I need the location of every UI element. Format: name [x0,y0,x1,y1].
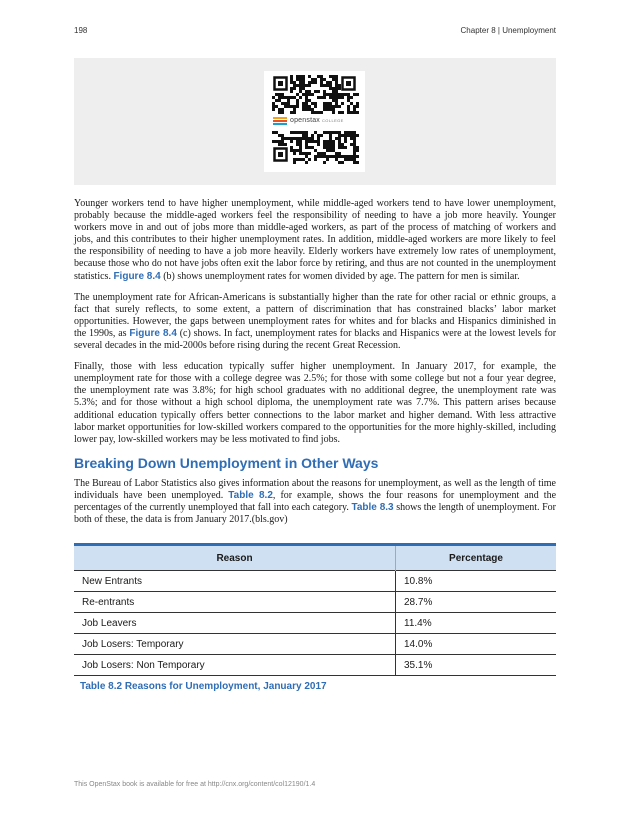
percentage-cell: 11.4% [396,613,557,634]
reason-cell: Job Losers: Non Temporary [74,655,396,676]
brand-suffix: COLLEGE [322,118,344,123]
paragraph-4: The Bureau of Labor Statistics also gives information about the reasons for unemployment, as well as the length of time individuals have been unemployed. Table 8.2, for example, shows the four reasons for unemployment and the percentages of the currently unemployed that fall into each category. Table 8.3 shows the length of unemployment. For both of these, the data is from January 2017.(bls.gov) [74,477,557,526]
percentage-cell: 14.0% [396,634,557,655]
table-row [74,613,556,634]
percentage-cell: 10.8% [396,571,557,592]
body-text [74,198,556,535]
table-caption: Table 8.2 Reasons for Unemployment, January 2017 [80,681,327,692]
figure-8-4-link[interactable]: Figure 8.4 [129,327,177,339]
figure-8-4-link[interactable]: Figure 8.4 [113,270,161,282]
table-row [74,592,556,613]
table-8-3-link[interactable]: Table 8.3 [351,501,394,513]
reason-cell: Job Losers: Temporary [74,634,396,655]
column-header-percentage: Percentage [396,545,557,571]
figure-box [74,58,556,185]
table-header-row [74,545,556,571]
reason-cell: Job Leavers [74,613,396,634]
section-heading: Breaking Down Unemployment in Other Ways [74,454,379,471]
table-row [74,655,556,676]
percentage-cell: 28.7% [396,592,557,613]
table-row [74,634,556,655]
openstax-logo [264,116,365,128]
table-row [74,571,556,592]
paragraph-3: Finally, those with less education typically suffer higher unemployment. In January 2017, for example, the unemployment rate for those with a college degree was 2.5%; for those with some college but not a four year degree, the unemployment rate was 3.8%; for high school graduates with no additional degree, the unemployment rate was 5.3%; and for those without a high school diploma, the unemployment rate was 7.7%. This pattern arises because additional education typically offers better connections to the labor market and higher demand. With less attractive labor market opportunities for low-skilled workers compared to the opportunities for the more highly-skilled, including lower pay, low-skilled workers may be less motivated to find jobs. [74,361,556,445]
chapter-title: Chapter 8 | Unemployment [460,26,556,35]
page-footer: This OpenStax book is available for free at http://cnx.org/content/col12190/1.4 [74,781,316,788]
paragraph-1: Younger workers tend to have higher unemployment, while middle-aged workers tend to have lower unemployment, probably because the middle-aged workers feel the responsibility of needing to have a job more heavily. Younger workers move in and out of jobs more than middle-aged workers, as part of the process of matching of workers and jobs, and this contributes to their higher unemployment rates. In addition, middle-aged workers are more likely to feel the responsibility of needing to have a job more heavily. Elderly workers have extremely low rates of unemployment, because those who do not have jobs often exit the labor force by retiring, and thus are not counted in the unemployment statistics. Figure 8.4 (b) shows unemployment rates for women divided by age. The pattern for men is similar. [74,198,556,282]
brand-name: openstax [290,117,321,124]
qr-card [264,71,365,172]
reason-cell: Re-entrants [74,592,396,613]
column-header-reason: Reason [74,545,396,571]
percentage-cell: 35.1% [396,655,557,676]
table-8-2-link[interactable]: Table 8.2 [228,489,273,501]
paragraph-2: The unemployment rate for African-Americans is substantially higher than the rate for other racial or ethnic groups, a fact that surely reflects, to some extent, a pattern of discrimination that has constrained blacks’ labor market opportunities. However, the gaps between unemployment rates for whites and for blacks and Hispanics diminished in the 1990s, as Figure 8.4 (c) shows. In fact, unemployment rates for blacks and Hispanics were at the lowest levels for several decades in the mid-2000s before rising during the recent Great Recession. [74,291,557,352]
reason-cell: New Entrants [74,571,396,592]
page-number: 198 [74,26,88,35]
reasons-table [74,543,556,676]
